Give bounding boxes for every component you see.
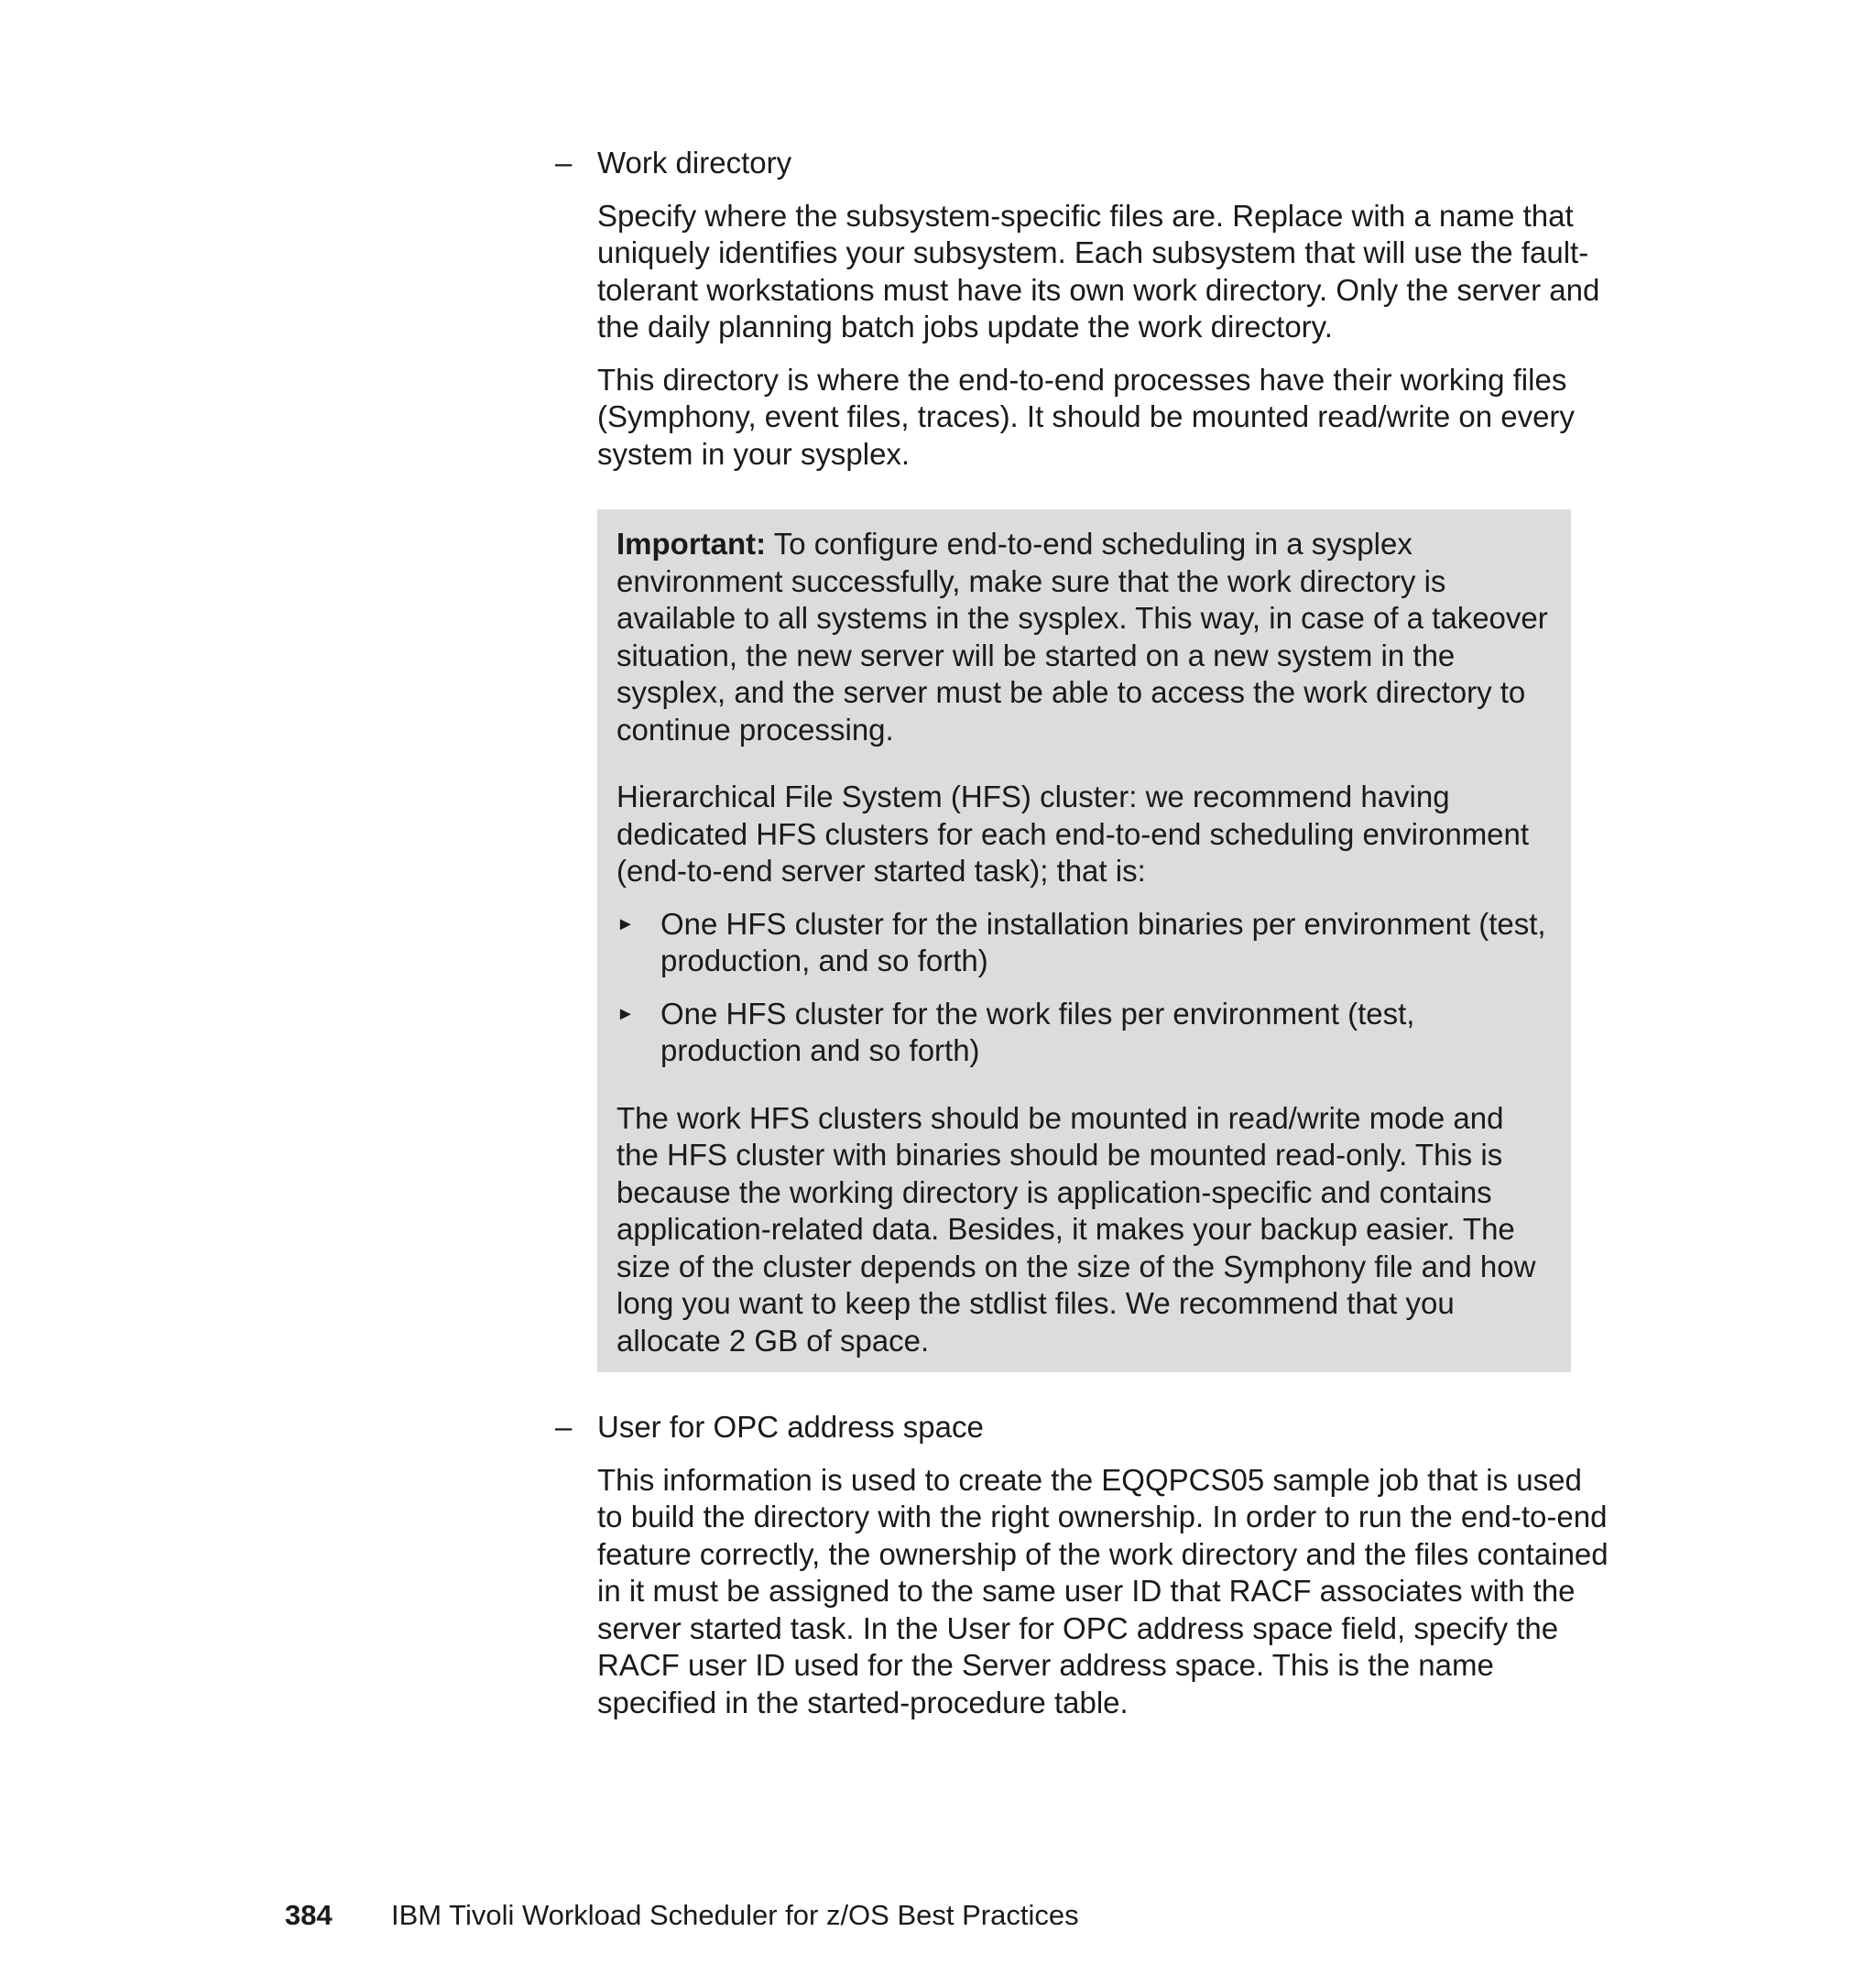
page-number: 384 <box>285 1899 333 1931</box>
book-title: IBM Tivoli Workload Scheduler for z/OS Best Practices <box>391 1899 1079 1931</box>
bullet-arrow-icon: ► <box>616 1003 635 1024</box>
bullet-item <box>616 906 1551 980</box>
item-title: Work directory <box>597 146 792 180</box>
item-title: User for OPC address space <box>597 1410 984 1444</box>
page-content <box>555 145 1609 1737</box>
list-item-work-directory <box>555 145 1609 1372</box>
paragraph: Specify where the subsystem-specific files are. Replace with a name that uniquely identifies your subsystem. Each subsystem that will use the fault-tolerant workstations must have its own work directory. Only the server and the daily planning batch jobs update the work directory. <box>597 198 1600 344</box>
page-footer <box>285 1897 1079 1934</box>
bullet-text: One HFS cluster for the installation binaries per environment (test, production, and so forth) <box>660 906 1546 977</box>
dash-marker: – <box>555 1410 573 1444</box>
paragraph: This information is used to create the EQQPCS05 sample job that is used to build the directory with the right ownership. In order to run the end-to-end feature correctly, the ownership of the work directory and the files contained in it must be assigned to the same user ID that RACF associates with the server started task. In the User for OPC address space field, specify the RACF user ID used for the Server address space. This is the name specified in the started-procedure table. <box>597 1462 1609 1719</box>
bullet-arrow-icon: ► <box>616 913 635 934</box>
note-label: Important: <box>616 527 767 561</box>
bullet-item <box>616 996 1551 1070</box>
note-hfs-paragraph: Hierarchical File System (HFS) cluster: we recommend having dedicated HFS clusters for each end-to-end scheduling environment (end-to-end server started task); that is: <box>616 780 1530 888</box>
note-intro-paragraph <box>616 526 1551 748</box>
paragraph: This directory is where the end-to-end processes have their working files (Symphony, event files, traces). It should be mounted read/write on every system in your sysplex. <box>597 362 1575 471</box>
note-intro-text: To configure end-to-end scheduling in a sysplex environment successfully, make sure that the work directory is available to all systems in the sysplex. This way, in case of a takeover situation, the new server will be started on a new system in the sysplex, and the server must be able to access the work directory to continue processing. <box>616 527 1548 747</box>
bullet-text: One HFS cluster for the work files per environment (test, production and so forth) <box>660 996 1415 1067</box>
note-bullet-list <box>616 906 1551 1070</box>
important-note-box <box>597 509 1571 1372</box>
list-item-user-for-opc <box>555 1409 1609 1721</box>
note-closing-paragraph: The work HFS clusters should be mounted in read/write mode and the HFS cluster with binaries should be mounted read-only. This is because the working directory is application-specific and contains application-related data. Besides, it makes your backup easier. The size of the cluster depends on the size of the Symphony file and how long you want to keep the stdlist files. We recommend that you allocate 2 GB of space. <box>616 1100 1536 1358</box>
dash-marker: – <box>555 146 573 180</box>
